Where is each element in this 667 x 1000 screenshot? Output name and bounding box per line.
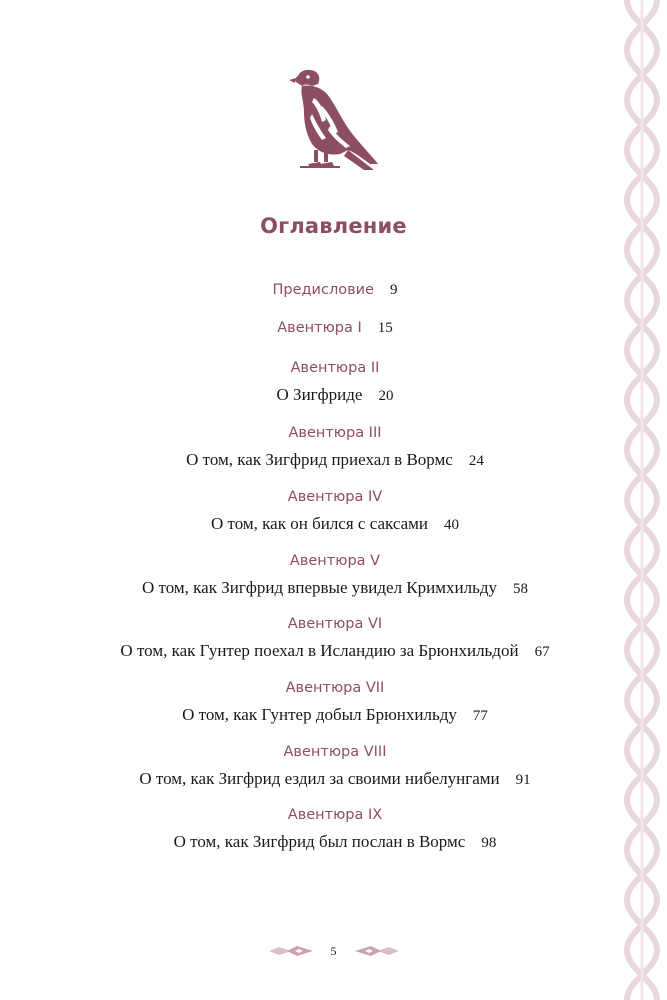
page-ref: 98: [481, 835, 497, 851]
toc-entry[interactable]: [60, 487, 610, 536]
toc-heading: Авентюра I: [277, 320, 362, 336]
diamond-ornament-icon: [355, 945, 399, 957]
page-ref: 40: [444, 517, 459, 533]
toc-heading: Авентюра III: [288, 425, 382, 441]
toc-heading: Авентюра VII: [285, 680, 385, 696]
toc-heading: Авентюра V: [289, 553, 381, 569]
toc-heading: Авентюра IV: [287, 489, 383, 505]
toc-subtitle: О том, как Гунтер поехал в Исландию за Брюнхильдой: [120, 641, 519, 660]
page-ref: 67: [534, 644, 550, 660]
page-ref: 58: [512, 581, 528, 597]
toc-heading: Авентюра IX: [287, 807, 383, 823]
table-of-contents: [60, 0, 610, 900]
page-ref: 20: [378, 388, 394, 404]
toc-entry[interactable]: [60, 423, 610, 472]
page-ref: 91: [515, 772, 531, 788]
page-ref: 77: [472, 708, 488, 724]
toc-entry[interactable]: [60, 280, 610, 300]
toc-subtitle: О том, как Гунтер добыл Брюнхильду: [182, 705, 457, 724]
toc-subtitle: О Зигфриде: [276, 385, 363, 404]
page-ref: 15: [377, 320, 393, 336]
page-ref: 24: [468, 453, 484, 469]
toc-entry[interactable]: [60, 358, 610, 407]
toc-entry[interactable]: [60, 551, 610, 600]
toc-heading: Авентюра II: [290, 360, 380, 376]
toc-subtitle: О том, как Зигфрид был послан в Вормс: [173, 832, 466, 851]
toc-subtitle: О том, как он бился с саксами: [211, 514, 428, 533]
toc-heading: Предисловие: [272, 282, 374, 298]
page-number: 5: [330, 943, 337, 958]
toc-entry[interactable]: [60, 614, 610, 663]
celtic-knot-border: [617, 0, 667, 1000]
toc-entry[interactable]: [60, 805, 610, 854]
toc-entry[interactable]: [60, 318, 610, 338]
toc-subtitle: О том, как Зигфрид впервые увидел Кримхильду: [142, 578, 497, 597]
toc-entry[interactable]: [60, 678, 610, 727]
toc-subtitle: О том, как Зигфрид приехал в Вормс: [186, 450, 453, 469]
diamond-ornament-icon: [269, 945, 313, 957]
toc-heading: Авентюра VIII: [283, 744, 387, 760]
page-title: Оглавление: [260, 214, 407, 238]
page-ref: 9: [389, 282, 398, 298]
toc-heading: Авентюра VI: [287, 616, 383, 632]
toc-subtitle: О том, как Зигфрид ездил за своими нибелунгами: [139, 769, 500, 788]
toc-entry[interactable]: [60, 742, 610, 791]
page-footer: [0, 942, 667, 968]
